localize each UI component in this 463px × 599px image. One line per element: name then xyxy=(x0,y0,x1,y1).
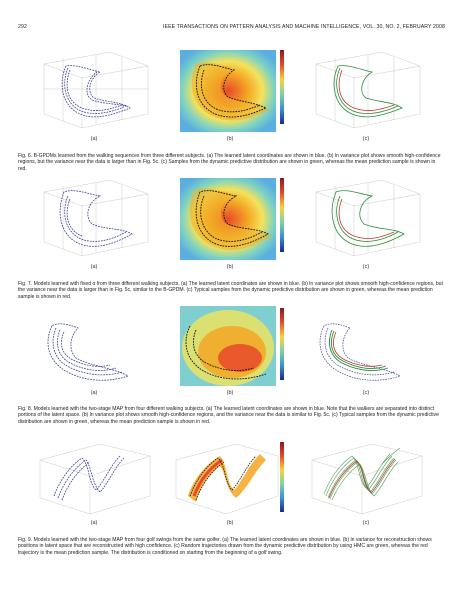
running-head: IEEE TRANSACTIONS ON PATTERN ANALYSIS AND MACHINE INTELLIGENCE, VOL. 30, NO. 2, FEBRUARY 2008 xyxy=(162,24,445,30)
variance-plot-7b xyxy=(166,172,294,264)
panel-9b xyxy=(166,436,294,526)
samples-plot-6c xyxy=(302,44,430,136)
panel-7b xyxy=(166,172,294,270)
panel-label: (c) xyxy=(362,136,370,142)
variance-plot-9b xyxy=(166,436,294,520)
latent-plot-6a xyxy=(30,44,158,136)
panel-9a xyxy=(30,436,158,526)
panel-label: (a) xyxy=(90,520,98,526)
panel-label: (b) xyxy=(226,136,234,142)
panel-label: (c) xyxy=(362,264,370,270)
panel-9c xyxy=(302,436,430,526)
samples-plot-8c xyxy=(302,302,430,390)
panel-8b xyxy=(166,302,294,396)
samples-plot-9c xyxy=(302,436,430,520)
variance-plot-8b xyxy=(166,302,294,390)
panel-label: (b) xyxy=(226,390,234,396)
figure-9-caption: Fig. 9. Models learned with the two-stage MAP from four golf swings from the same golfer. (a) The learned latent coordinates are shown in blue. (b) ln variance for reconstruction shows positions in latent space that are reconstructed with high confidence. (c) Random trajectories drawn from the dynamic predictive distribution by using HMC are green, whereas the red trajectory is the mean prediction sample. The distribution is conditioned on starting from the beginning of a golf swing. xyxy=(18,537,432,556)
figure-9 xyxy=(18,436,445,532)
panel-label: (b) xyxy=(226,264,234,270)
panel-8c xyxy=(302,302,430,396)
panel-6b xyxy=(166,44,294,142)
panel-8a xyxy=(30,302,158,396)
figure-8-caption: Fig. 8. Models learned with the two-stage MAP from four different walking subjects. (a) The learned latent coordinates are shown in blue. Note that the walkers are separated into distinct portions of the latent space. (b) ln variance plot shows smooth high-confidence regions, and the variance near the data is similar to Fig. 5c. (c) Typical samples from the dynamic predictive distribution are shown in green, whereas the mean prediction sample is shown in red. xyxy=(18,406,439,425)
figure-7 xyxy=(18,172,445,276)
panel-7a xyxy=(30,172,158,270)
panel-label: (b) xyxy=(226,520,234,526)
figure-7-caption: Fig. 7. Models learned with fixed α from three different walking subjects. (a) The learned latent coordinates are shown in blue. (b) ln variance plot shows smooth high-confidence regions, but the variance near the data is larger than in Fig. 5c, similar to the B-GPDM. (c) Typical samples from the dynamic predictive distribution are shown in green, whereas the mean prediction sample is shown in red. xyxy=(18,281,443,300)
panel-label: (c) xyxy=(362,520,370,526)
latent-plot-9a xyxy=(30,436,158,520)
panel-label: (a) xyxy=(90,390,98,396)
panel-label: (c) xyxy=(362,390,370,396)
panel-7c xyxy=(302,172,430,270)
figure-6-caption: Fig. 6. B-GPDMs learned from the walking sequences from three different subjects. (a) The learned latent coordinates are shown in blue. (b) ln variance plot shows smooth high-confidence regions, but the variance near the data is larger than in Fig. 5c. (c) Samples from the dynamic predictive distribution are shown in green, whereas the mean prediction sample is shown in red. xyxy=(18,153,441,172)
page-number: 292 xyxy=(18,24,27,30)
variance-plot-6b xyxy=(166,44,294,136)
panel-label: (a) xyxy=(90,264,98,270)
figure-8 xyxy=(18,302,445,402)
samples-plot-7c xyxy=(302,172,430,264)
page-header xyxy=(18,24,445,34)
panel-label: (a) xyxy=(90,136,98,142)
latent-plot-7a xyxy=(30,172,158,264)
figure-6 xyxy=(18,44,445,148)
panel-6a xyxy=(30,44,158,142)
latent-plot-8a xyxy=(30,302,158,390)
panel-6c xyxy=(302,44,430,142)
